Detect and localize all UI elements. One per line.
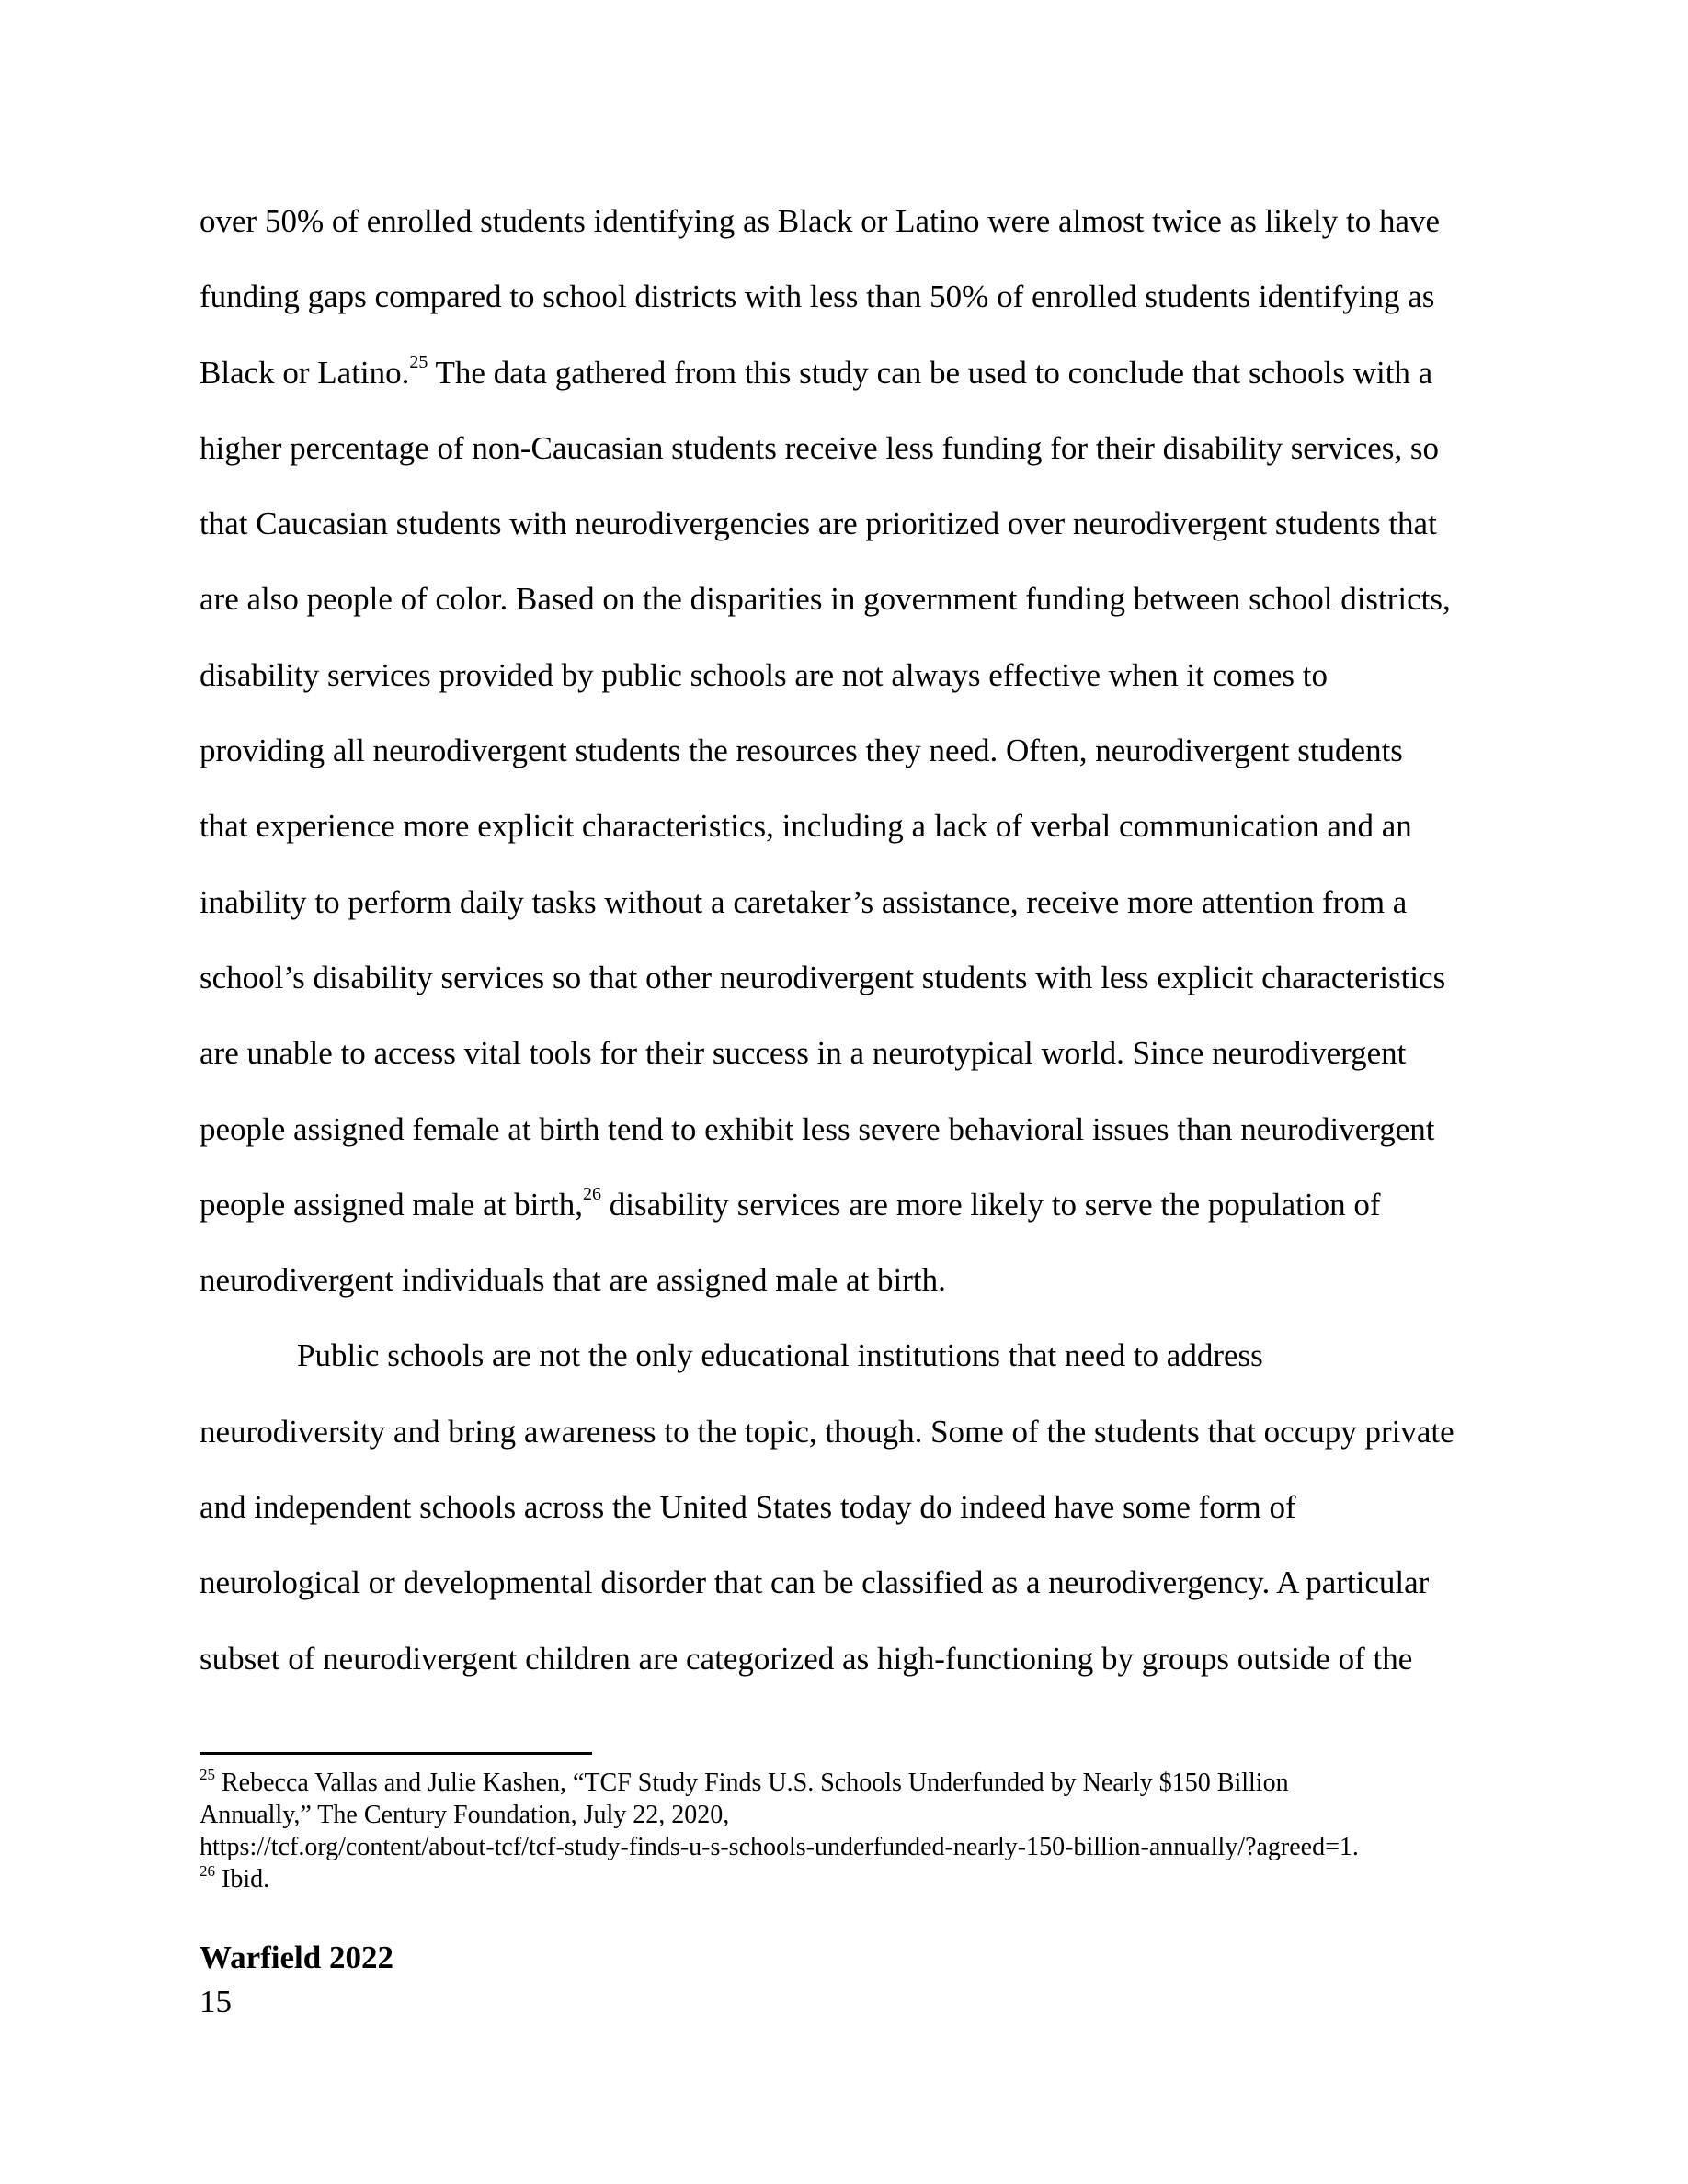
body-line: higher percentage of non-Caucasian students receive less funding for their disability services, so [200,429,1440,466]
body-line: neurodiversity and bring awareness to the topic, though. Some of the students that occupy private [200,1413,1454,1450]
body-line-text: disability services are more likely to serve the population of [600,1186,1381,1223]
footnote-url-link[interactable]: https://tcf.org/content/about-tcf/tcf-study-finds-u-s-schools-underfunded-nearly-150-billion-annually/?agreed=1. [200,1833,1359,1861]
body-line: neurological or developmental disorder that can be classified as a neurodivergency. A particular [200,1564,1430,1601]
body-text [200,184,1505,1697]
body-line: people assigned female at birth tend to exhibit less severe behavioral issues than neurodivergent [200,1110,1435,1147]
body-line [200,336,1505,411]
footnote-number: 25 [200,1765,215,1783]
footnote-text: Ibid. [215,1865,270,1894]
body-line-text: people assigned male at birth, [200,1186,583,1223]
body-line: are also people of color. Based on the disparities in government funding between school districts, [200,581,1451,618]
body-line: over 50% of enrolled students identifying as Black or Latino were almost twice as likely to have [200,203,1441,239]
footnote-line [200,1767,1579,1799]
body-line [200,1167,1505,1243]
footnote-number: 26 [200,1861,215,1880]
author-footer: Warfield 2022 [200,1939,393,1975]
body-line: providing all neurodivergent students the resources they need. Often, neurodivergent students [200,733,1403,769]
body-line: that experience more explicit characteristics, including a lack of verbal communication and an [200,808,1412,845]
body-line: funding gaps compared to school districts with less than 50% of enrolled students identifying as [200,279,1435,315]
body-line: disability services provided by public schools are not always effective when it comes to [200,656,1328,693]
footnote-ref-25[interactable]: 25 [409,351,428,372]
footnotes [200,1767,1579,1895]
body-line: school’s disability services so that other neurodivergent students with less explicit characteristics [200,959,1446,995]
page-number: 15 [200,1984,232,2019]
body-line: inability to perform daily tasks without a caretaker’s assistance, receive more attention from a [200,883,1408,920]
footnote-text: Rebecca Vallas and Julie Kashen, “TCF Study Finds U.S. Schools Underfunded by Nearly $150 Billion [215,1769,1289,1797]
footnote-ref-26[interactable]: 26 [582,1184,601,1205]
body-line-text: Black or Latino. [200,354,410,391]
body-line: are unable to access vital tools for their success in a neurotypical world. Since neurodivergent [200,1035,1407,1072]
footnote-25 [200,1767,1579,1863]
body-line: neurodivergent individuals that are assigned male at birth. [200,1262,946,1299]
footnote-line [200,1863,1579,1895]
footnote-line: Annually,” The Century Foundation, July 22, 2020, [200,1801,730,1829]
body-line: subset of neurodivergent children are categorized as high-functioning by groups outside of the [200,1640,1413,1677]
body-line-text: The data gathered from this study can be used to conclude that schools with a [428,354,1433,391]
body-line: that Caucasian students with neurodivergencies are prioritized over neurodivergent students that [200,506,1437,542]
footnote-26 [200,1863,1579,1895]
footnote-divider [200,1752,592,1755]
paragraph-first-line: Public schools are not the only educational institutions that need to address [297,1337,1263,1374]
body-line: and independent schools across the United States today do indeed have some form of [200,1489,1296,1526]
